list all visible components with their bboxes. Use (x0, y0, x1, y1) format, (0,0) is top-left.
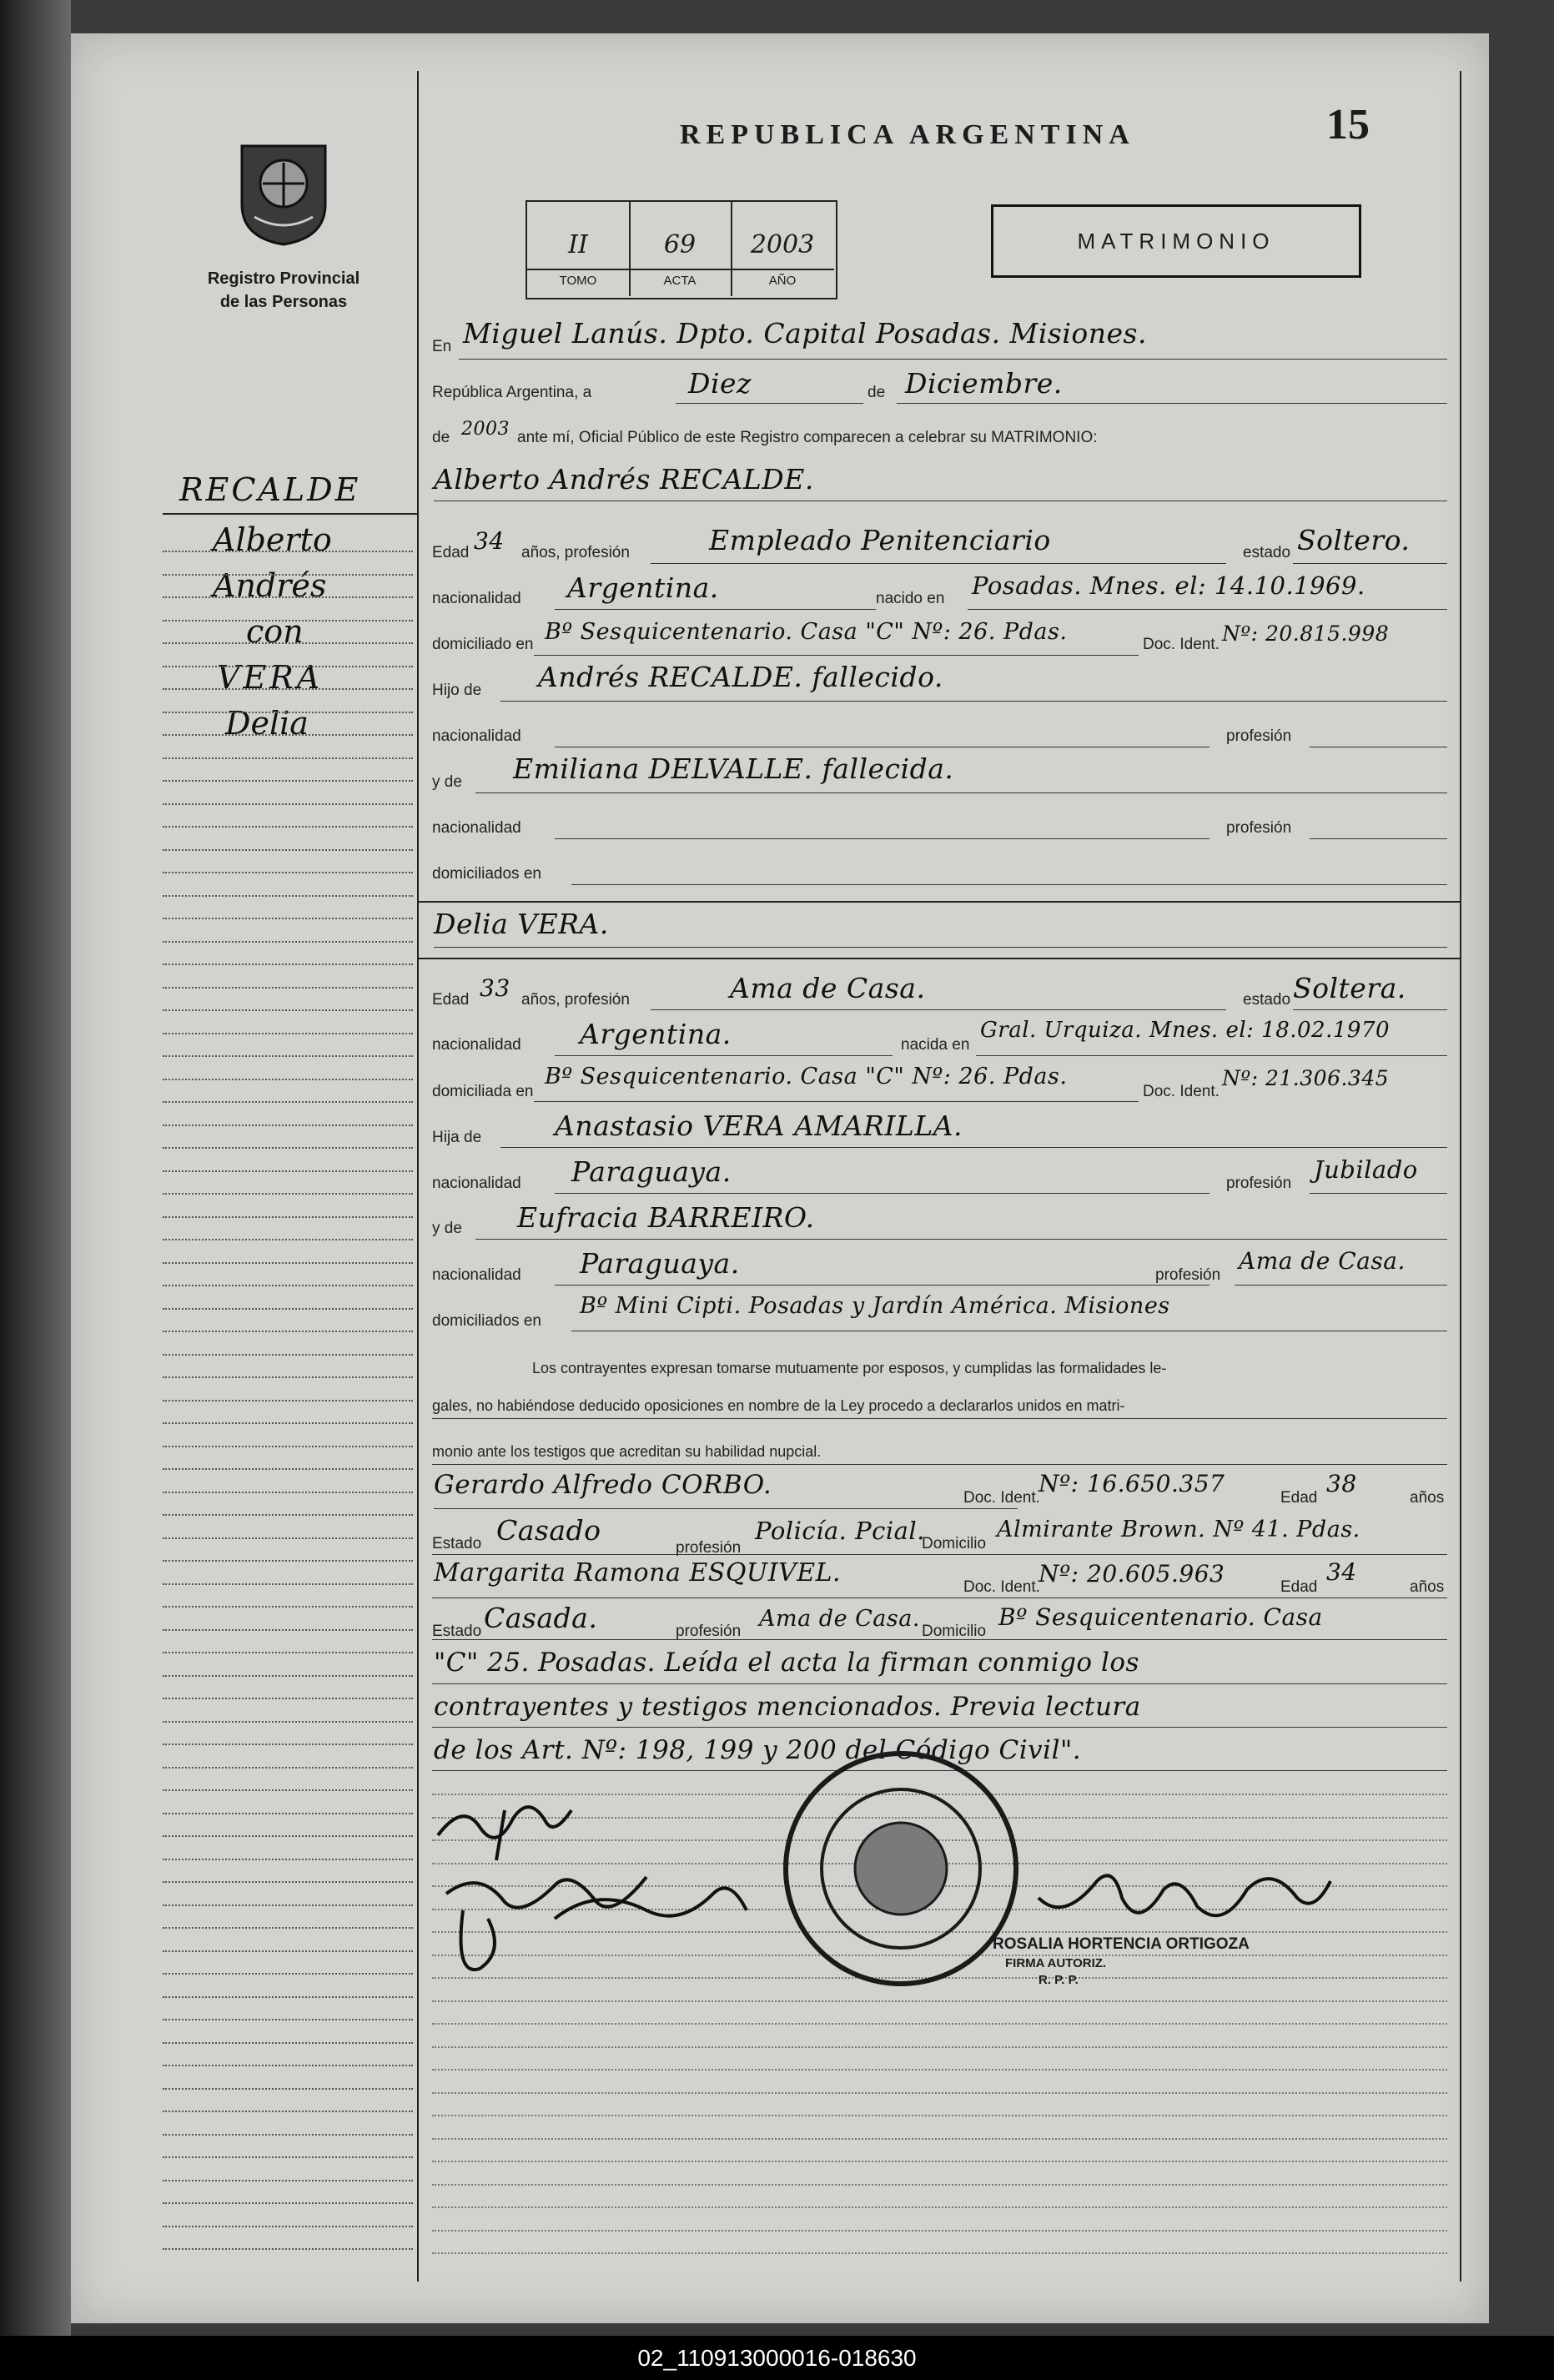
month-value: Diciembre. (905, 367, 1063, 400)
registry-office-line1: Registro Provincial (207, 269, 360, 288)
bride-father-label: Hija de (432, 1129, 482, 1146)
ano-label: AÑO (731, 269, 834, 288)
month-line (897, 403, 1447, 404)
margin-rule-line (163, 1331, 413, 1332)
bride-age: 33 (480, 974, 510, 1002)
ano-value: 2003 (750, 230, 815, 259)
margin-rule-line (163, 964, 413, 965)
tomo-cell (527, 202, 631, 296)
margin-rule-line (163, 2202, 413, 2204)
groom-signature-icon (430, 1785, 763, 2002)
groom-profession-line (651, 563, 1226, 564)
declaration-line2: gales, no habiéndose deducido oposiciones en nombre de la Ley procedo a declararlos unidos en matri- (432, 1397, 1125, 1414)
margin-surname-underline (163, 513, 417, 515)
place-line (459, 359, 1447, 360)
republica-label: República Argentina, a (432, 384, 592, 401)
body-rule-line (432, 2115, 1447, 2116)
margin-rule-line (163, 620, 413, 621)
bride-estado-label: estado (1243, 991, 1291, 1009)
bride-mother-nationality-label: nacionalidad (432, 1266, 521, 1284)
witness1-dom-label: Domicilio (922, 1535, 987, 1552)
margin-rule-line (163, 2042, 413, 2044)
groom-estado-label: estado (1243, 544, 1291, 561)
groom-father-nationality-label: nacionalidad (432, 727, 521, 745)
bride-mother-profession: Ama de Casa. (1239, 1247, 1406, 1275)
margin-rule-line (163, 734, 413, 736)
declaration-line3: monio ante los testigos que acreditan su habilidad nupcial. (432, 1443, 822, 1460)
witness2-line (432, 1639, 1447, 1640)
margin-rule-line (163, 1055, 413, 1057)
margin-rule-line (163, 918, 413, 919)
bride-mother-label: y de (432, 1220, 462, 1237)
margin-rule-line (163, 1905, 413, 1906)
groom-nationality-label: nacionalidad (432, 590, 521, 607)
margin-rule-line (163, 1927, 413, 1929)
bride-mother-profession-label: profesión (1155, 1266, 1221, 1284)
groom-address-line (534, 655, 1139, 656)
witness2-name: Margarita Ramona ESQUIVEL. (434, 1558, 842, 1588)
bride-mother-nationality: Paraguaya. (580, 1247, 740, 1280)
margin-rule-line (163, 1125, 413, 1126)
margin-rule-line (163, 642, 413, 644)
margin-rule-line (163, 872, 413, 873)
place-value: Miguel Lanús. Dpto. Capital Posadas. Misiones. (463, 317, 1147, 350)
margin-rule-line (163, 1560, 413, 1562)
margin-rule-line (163, 1629, 413, 1631)
margin-line: VERA (217, 659, 324, 696)
groom-profession: Empleado Penitenciario (709, 524, 1051, 556)
year-value: 2003 (461, 419, 510, 440)
en-label: En (432, 338, 452, 355)
margin-rule-line (163, 780, 413, 782)
margin-rule-line (163, 1400, 413, 1401)
margin-rule-line (163, 1239, 413, 1240)
groom-age: 34 (474, 527, 505, 555)
body-rule-line (432, 2023, 1447, 2025)
de-label: de (868, 384, 886, 401)
margin-rule-line (163, 596, 413, 598)
notes-line3: de los Art. Nº: 198, 199 y 200 del Código Civil". (434, 1735, 1082, 1765)
page-number: 15 (1326, 101, 1370, 148)
witness1-address: Almirante Brown. Nº 41. Pdas. (997, 1517, 1360, 1542)
margin-rule-line (163, 1721, 413, 1723)
bride-address: Bº Sesquicentenario. Casa "C" Nº: 26. Pdas. (545, 1064, 1068, 1089)
margin-rule-line (163, 2065, 413, 2066)
witness1-age-label: Edad (1280, 1489, 1318, 1507)
bride-birthplace-line (976, 1055, 1447, 1056)
document-type: MATRIMONIO (1077, 228, 1275, 254)
bride-nacida-label: nacida en (901, 1036, 970, 1054)
coat-of-arms-icon (234, 138, 334, 246)
groom-mother-nationality-line (555, 838, 1210, 839)
bride-father-nationality-label: nacionalidad (432, 1175, 521, 1192)
body-rule-line (432, 2069, 1447, 2071)
margin-rule-line (163, 826, 413, 828)
margin-rule-line (163, 2248, 413, 2250)
margin-rule-line (163, 1698, 413, 1699)
registry-office-line2: de las Personas (219, 293, 348, 311)
groom-address-label: domiciliado en (432, 636, 534, 653)
bride-profession: Ama de Casa. (730, 972, 926, 1004)
margin-rule-line (163, 712, 413, 713)
margin-rule-line (163, 551, 413, 552)
witness2-doc-label: Doc. Ident. (963, 1578, 1040, 1596)
margin-rule-line (163, 2111, 413, 2112)
book-spine (0, 0, 71, 2336)
witness1-doc: Nº: 16.650.357 (1039, 1470, 1225, 1497)
declaration-line1: Los contrayentes expresan tomarse mutuamente por esposos, y cumplidas las formalidades le- (532, 1360, 1167, 1376)
margin-line: Delia (225, 705, 309, 742)
bride-mother-nationality-line (555, 1285, 1210, 1286)
margin-rule-line (163, 849, 413, 851)
margin-rule-line (163, 1813, 413, 1814)
margin-rule-line (163, 2134, 413, 2136)
groom-birthplace: Posadas. Mnes. el: 14.10.1969. (972, 571, 1365, 600)
groom-mother-line (475, 792, 1447, 793)
bride-father-nationality: Paraguaya. (571, 1155, 732, 1188)
body-rule-line (432, 2206, 1447, 2208)
groom-father: Andrés RECALDE. fallecido. (538, 661, 943, 693)
groom-mother-nationality-label: nacionalidad (432, 819, 521, 837)
witness2-address: Bº Sesquicentenario. Casa (998, 1603, 1323, 1631)
margin-rule-line (163, 1147, 413, 1149)
body-rule-line (432, 2138, 1447, 2140)
margin-rule-line (163, 1170, 413, 1172)
margin-line: con (246, 613, 304, 650)
bride-father-line (500, 1147, 1447, 1148)
tomo-label: TOMO (527, 269, 629, 288)
margin-surname: RECALDE (179, 471, 361, 508)
groom-mother-profession-line (1310, 838, 1447, 839)
groom-address: Bº Sesquicentenario. Casa "C" Nº: 26. Pdas. (545, 619, 1068, 645)
bride-name-line (434, 947, 1447, 948)
witness1-doc-label: Doc. Ident. (963, 1489, 1040, 1507)
margin-rule-line (163, 1606, 413, 1608)
margin-rule-line (163, 941, 413, 943)
acta-cell (629, 202, 732, 296)
bride-parents-address-label: domiciliados en (432, 1312, 541, 1330)
groom-mother-label: y de (432, 773, 462, 791)
margin-rule-line (163, 1675, 413, 1677)
groom-status-line (1293, 563, 1447, 564)
bride-doc-label: Doc. Ident. (1143, 1083, 1220, 1100)
acta-value: 69 (663, 230, 697, 259)
margin-rule-line (163, 1996, 413, 1998)
bride-name: Delia VERA. (434, 908, 609, 940)
margin-rule-line (163, 1033, 413, 1034)
bride-father: Anastasio VERA AMARILLA. (555, 1109, 963, 1142)
groom-mother-profession-label: profesión (1226, 819, 1292, 837)
margin-rule-line (163, 1101, 413, 1103)
margin-line: Alberto (213, 521, 332, 558)
body-rule-line (432, 2252, 1447, 2254)
margin-rule-line (163, 1492, 413, 1493)
groom-father-line (500, 701, 1447, 702)
bride-status: Soltera. (1293, 972, 1406, 1004)
margin-rule-line (163, 2180, 413, 2181)
bride-address-label: domiciliada en (432, 1083, 534, 1100)
groom-nationality-line (555, 609, 876, 610)
bride-nationality: Argentina. (580, 1018, 732, 1050)
groom-section-divider (417, 901, 1460, 903)
groom-status: Soltero. (1297, 524, 1411, 556)
witness2-estado-label: Estado (432, 1623, 482, 1640)
body-rule-line (432, 2230, 1447, 2232)
groom-doc: Nº: 20.815.998 (1222, 621, 1390, 646)
witness2-status: Casada. (484, 1602, 598, 1634)
notes-line (432, 1683, 1447, 1684)
declaration-line (432, 1464, 1447, 1465)
bride-father-profession-line (1310, 1193, 1447, 1194)
margin-rule-line (163, 1743, 413, 1745)
margin-rule-line (163, 2226, 413, 2227)
witness1-estado-label: Estado (432, 1535, 482, 1552)
officer-name: ROSALIA HORTENCIA ORTIGOZA (993, 1935, 1250, 1953)
margin-rule-line (163, 1767, 413, 1769)
ante-text: ante mí, Oficial Público de este Registro comparecen a celebrar su MATRIMONIO: (517, 429, 1098, 446)
margin-rule-line (163, 1514, 413, 1516)
tomo-value: II (568, 230, 588, 259)
body-rule-line (432, 2092, 1447, 2094)
witness2-dom-label: Domicilio (922, 1623, 987, 1640)
witness2-profession: Ama de Casa. (759, 1606, 920, 1632)
bride-birthplace: Gral. Urquiza. Mnes. el: 18.02.1970 (980, 1018, 1391, 1043)
witness1-prof-label: profesión (676, 1539, 742, 1557)
margin-rule-line (163, 1973, 413, 1975)
margin-rule-line (163, 1285, 413, 1286)
bride-age-label: Edad (432, 991, 470, 1009)
officer-office: R. P. P. (1039, 1973, 1079, 1987)
margin-rule-line (163, 987, 413, 989)
margin-rule-line (163, 1652, 413, 1653)
groom-name: Alberto Andrés RECALDE. (434, 463, 814, 496)
page-title: REPUBLICA ARGENTINA (680, 119, 1135, 150)
margin-rule-line (163, 1009, 413, 1011)
body-rule-line (432, 2184, 1447, 2186)
margin-rule-line (163, 1422, 413, 1424)
margin-rule-line (163, 1835, 413, 1837)
groom-father-label: Hijo de (432, 682, 482, 699)
witness1-profession: Policía. Pcial. (755, 1517, 925, 1545)
witness1-age: 38 (1326, 1470, 1357, 1497)
bride-anos-prof-label: años, profesión (521, 991, 630, 1009)
margin-rule-line (163, 1262, 413, 1264)
margin-rule-line (163, 1881, 413, 1883)
witness1-name-line (434, 1508, 1018, 1509)
witness2-age: 34 (1326, 1558, 1357, 1586)
bride-nationality-line (555, 1055, 893, 1056)
bride-father-profession-label: profesión (1226, 1175, 1292, 1192)
margin-rule-line (163, 1537, 413, 1539)
margin-rule-line (163, 574, 413, 576)
groom-nacido-label: nacido en (876, 590, 945, 607)
margin-rule-line (163, 2156, 413, 2158)
de2-label: de (432, 429, 450, 446)
margin-rule-line (163, 1193, 413, 1195)
margin-rule-line (163, 1950, 413, 1952)
officer-signature-icon (1030, 1848, 1347, 1948)
notes-line2: contrayentes y testigos mencionados. Previa lectura (434, 1692, 1141, 1722)
margin-line: Andrés (213, 567, 327, 604)
margin-rule-line (163, 688, 413, 690)
bride-mother: Eufracia BARREIRO. (517, 1201, 815, 1234)
bride-mother-line (475, 1239, 1447, 1240)
margin-rule-line (163, 895, 413, 897)
margin-rule-line (163, 757, 413, 759)
bride-mother-profession-line (1235, 1285, 1447, 1286)
margin-rule-line (163, 666, 413, 667)
ano-cell (731, 202, 834, 296)
groom-anos-prof-label: años, profesión (521, 544, 630, 561)
witness1-anos-label: años (1410, 1489, 1445, 1507)
document-page (71, 33, 1489, 2323)
margin-rule-line (163, 1468, 413, 1470)
groom-age-label: Edad (432, 544, 470, 561)
registry-office (163, 267, 405, 314)
bride-father-nationality-line (555, 1193, 1210, 1194)
margin-rule-line (163, 1216, 413, 1218)
witness2-prof-label: profesión (676, 1623, 742, 1640)
day-line (676, 403, 863, 404)
margin-rule-line (163, 2019, 413, 2020)
bride-status-line (1293, 1009, 1447, 1010)
margin-rule-line (163, 1789, 413, 1791)
image-id-caption: 02_110913000016-018630 (0, 2336, 1554, 2380)
margin-rule-line (163, 1079, 413, 1080)
witness2-age-label: Edad (1280, 1578, 1318, 1596)
witness1-status: Casado (496, 1514, 601, 1547)
officer-role: FIRMA AUTORIZ. (1005, 1956, 1107, 1970)
bride-profession-line (651, 1009, 1226, 1010)
official-stamp-icon (780, 1748, 1022, 1990)
notes-line1: "C" 25. Posadas. Leída el acta la firman conmigo los (434, 1648, 1139, 1678)
document-type-box (991, 204, 1361, 278)
bride-name-divider (417, 958, 1460, 959)
body-rule-line (432, 2046, 1447, 2048)
witness1-name: Gerardo Alfredo CORBO. (434, 1470, 772, 1500)
bride-parents-address: Bº Mini Cipti. Posadas y Jardín América. Misiones (580, 1293, 1170, 1319)
witness2-anos-label: años (1410, 1578, 1445, 1596)
bride-nationality-label: nacionalidad (432, 1036, 521, 1054)
margin-rule-line (163, 1446, 413, 1447)
bride-address-line (534, 1101, 1139, 1102)
right-border (1460, 71, 1461, 2282)
notes-line (432, 1727, 1447, 1728)
body-rule-line (432, 2161, 1447, 2162)
groom-doc-label: Doc. Ident. (1143, 636, 1220, 653)
acta-label: ACTA (629, 269, 731, 288)
registration-box (526, 200, 837, 299)
margin-rule-line (163, 1583, 413, 1585)
groom-nationality: Argentina. (567, 571, 719, 604)
bride-father-profession: Jubilado (1314, 1155, 1418, 1184)
margin-rule-line (163, 1354, 413, 1356)
groom-parents-address-label: domiciliados en (432, 865, 541, 883)
margin-rule-line (163, 803, 413, 805)
day-value: Diez (688, 367, 752, 400)
groom-father-profession-label: profesión (1226, 727, 1292, 745)
witness2-doc: Nº: 20.605.963 (1039, 1560, 1225, 1588)
groom-birthplace-line (968, 609, 1447, 610)
margin-rule-line (163, 1308, 413, 1310)
margin-rule-line (163, 2088, 413, 2090)
groom-mother: Emiliana DELVALLE. fallecida. (513, 752, 954, 785)
bride-doc: Nº: 21.306.345 (1222, 1066, 1390, 1090)
declaration-line (432, 1418, 1447, 1419)
margin-rule-line (163, 1376, 413, 1378)
margin-rule-line (163, 1859, 413, 1860)
witness1-line (432, 1554, 1447, 1555)
margin-divider (417, 71, 419, 2282)
groom-parents-address-line (571, 884, 1447, 885)
